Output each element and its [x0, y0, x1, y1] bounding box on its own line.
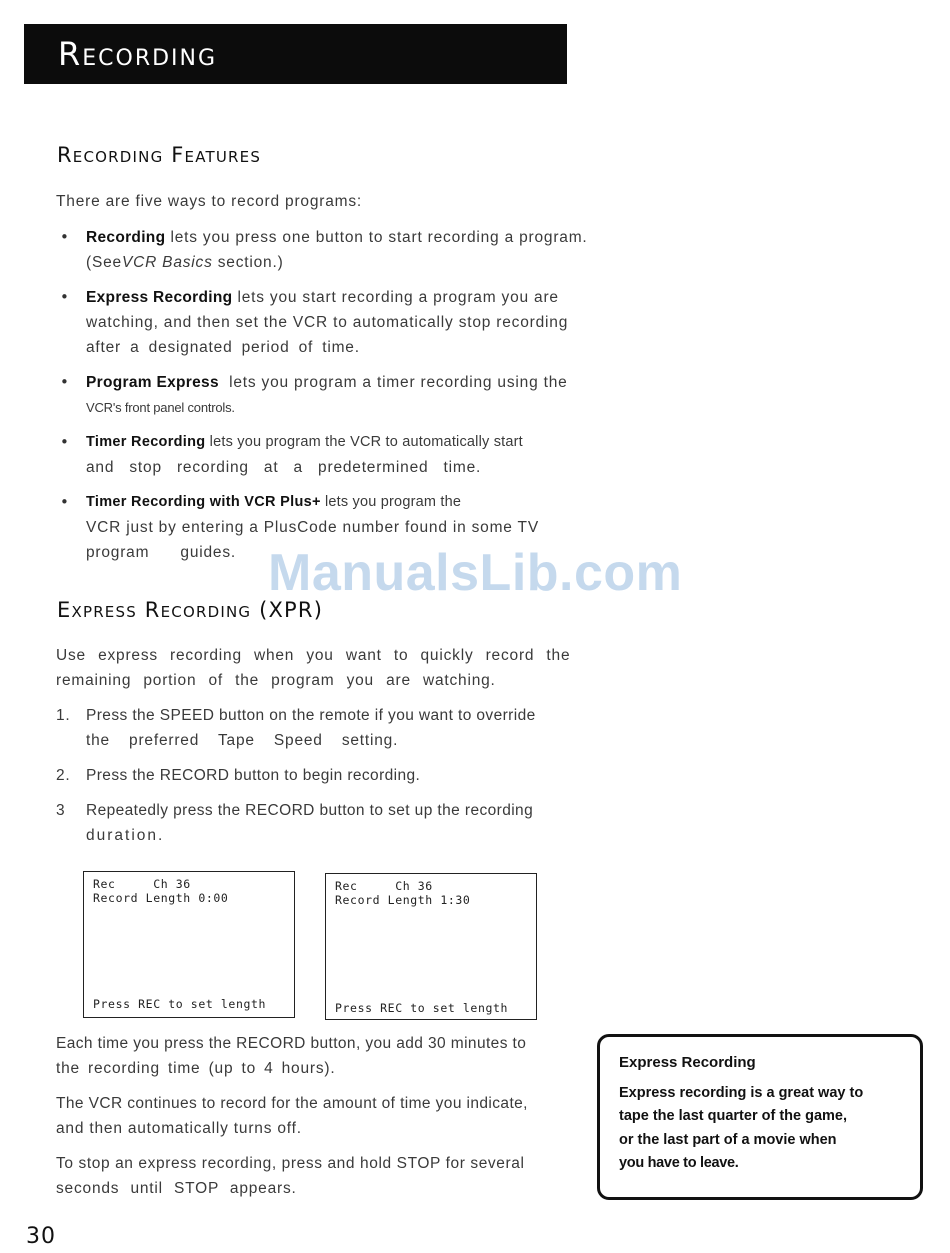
- xpr-intro-cont: remaining portion of the program you are watching.: [56, 672, 496, 689]
- list-item: [86, 490, 461, 515]
- list-item: [86, 285, 559, 310]
- list-item-cont: [86, 250, 284, 275]
- item-term: Program Express: [86, 374, 219, 391]
- section-heading-xpr: Express Recording (XPR): [57, 598, 324, 622]
- item-text: lets you start recording a program you are: [232, 289, 559, 306]
- list-item: [86, 430, 523, 455]
- page-title: Recording: [58, 35, 218, 73]
- item-term: Express Recording: [86, 289, 233, 306]
- step-text: Press the RECORD button to begin recording.: [86, 767, 421, 784]
- features-intro: There are five ways to record programs:: [56, 193, 362, 210]
- paragraph-text: seconds until STOP appears.: [56, 1180, 297, 1197]
- step-text: Press the SPEED button on the remote if you want to override: [86, 707, 536, 724]
- paragraph-text: and then automatically turns off.: [56, 1120, 302, 1137]
- item-text: lets you press one button to start recording a program.: [165, 229, 588, 246]
- paragraph-text: To stop an express recording, press and hold STOP for several: [56, 1155, 525, 1172]
- paragraph-text: the recording time (up to 4 hours).: [56, 1060, 336, 1077]
- list-item-cont: program guides.: [86, 544, 237, 561]
- item-term: Recording: [86, 229, 166, 246]
- item-term: Timer Recording: [86, 434, 206, 450]
- list-item-cont: VCR just by entering a PlusCode number found in some TV: [86, 519, 539, 536]
- list-item: [86, 225, 588, 250]
- tip-text: you have to leave.: [619, 1155, 739, 1171]
- item-text: lets you program the VCR to automatically start: [205, 434, 523, 450]
- bullet-icon: •: [60, 373, 69, 391]
- item-italic-ref: VCR Basics: [121, 254, 213, 271]
- item-text: lets you program a timer recording using the: [218, 374, 568, 391]
- step-number: 1.: [56, 707, 71, 724]
- tip-text: tape the last quarter of the game,: [619, 1108, 848, 1124]
- step-text-cont: duration.: [86, 827, 165, 844]
- item-text: (See: [86, 254, 122, 271]
- section-heading-features: Recording Features: [57, 143, 262, 167]
- bullet-icon: •: [60, 493, 69, 511]
- list-item-cont: VCR's front panel controls.: [86, 400, 235, 415]
- screen-line: Rec Ch 36: [335, 879, 433, 893]
- step-number: 2.: [56, 767, 71, 784]
- list-item-cont: and stop recording at a predetermined time.: [86, 459, 482, 476]
- item-text: lets you program the: [320, 494, 462, 510]
- bullet-icon: •: [60, 433, 69, 451]
- paragraph-text: Each time you press the RECORD button, you add 30 minutes to: [56, 1035, 527, 1052]
- screen-line: Rec Ch 36: [93, 877, 191, 891]
- list-item: [86, 370, 568, 395]
- item-term: Timer Recording with VCR Plus+: [86, 494, 321, 510]
- watermark: ManualsLib.com: [268, 544, 683, 602]
- tip-title: Express Recording: [619, 1054, 756, 1071]
- bullet-icon: •: [60, 228, 69, 246]
- screen-line: Record Length 1:30: [335, 893, 471, 907]
- screen-footer: Press REC to set length: [335, 1001, 509, 1015]
- list-item-cont: watching, and then set the VCR to automatically stop recording: [86, 314, 569, 331]
- bullet-icon: •: [60, 288, 69, 306]
- item-text: section.): [212, 254, 284, 271]
- page-number: 30: [26, 1224, 56, 1249]
- screen-line: Record Length 0:00: [93, 891, 229, 905]
- list-item-cont: after a designated period of time.: [86, 339, 360, 356]
- tip-text: Express recording is a great way to: [619, 1085, 864, 1101]
- xpr-intro: Use express recording when you want to quickly record the: [56, 647, 571, 664]
- screen-footer: Press REC to set length: [93, 997, 267, 1011]
- tv-screen-display: [325, 873, 537, 1020]
- step-text-cont: the preferred Tape Speed setting.: [86, 732, 399, 749]
- tv-screen-display: [83, 871, 295, 1018]
- step-number: 3: [56, 802, 66, 819]
- tip-text: or the last part of a movie when: [619, 1132, 837, 1148]
- tip-box: [597, 1034, 923, 1200]
- step-text: Repeatedly press the RECORD button to set up the recording: [86, 802, 534, 819]
- paragraph-text: The VCR continues to record for the amount of time you indicate,: [56, 1095, 528, 1112]
